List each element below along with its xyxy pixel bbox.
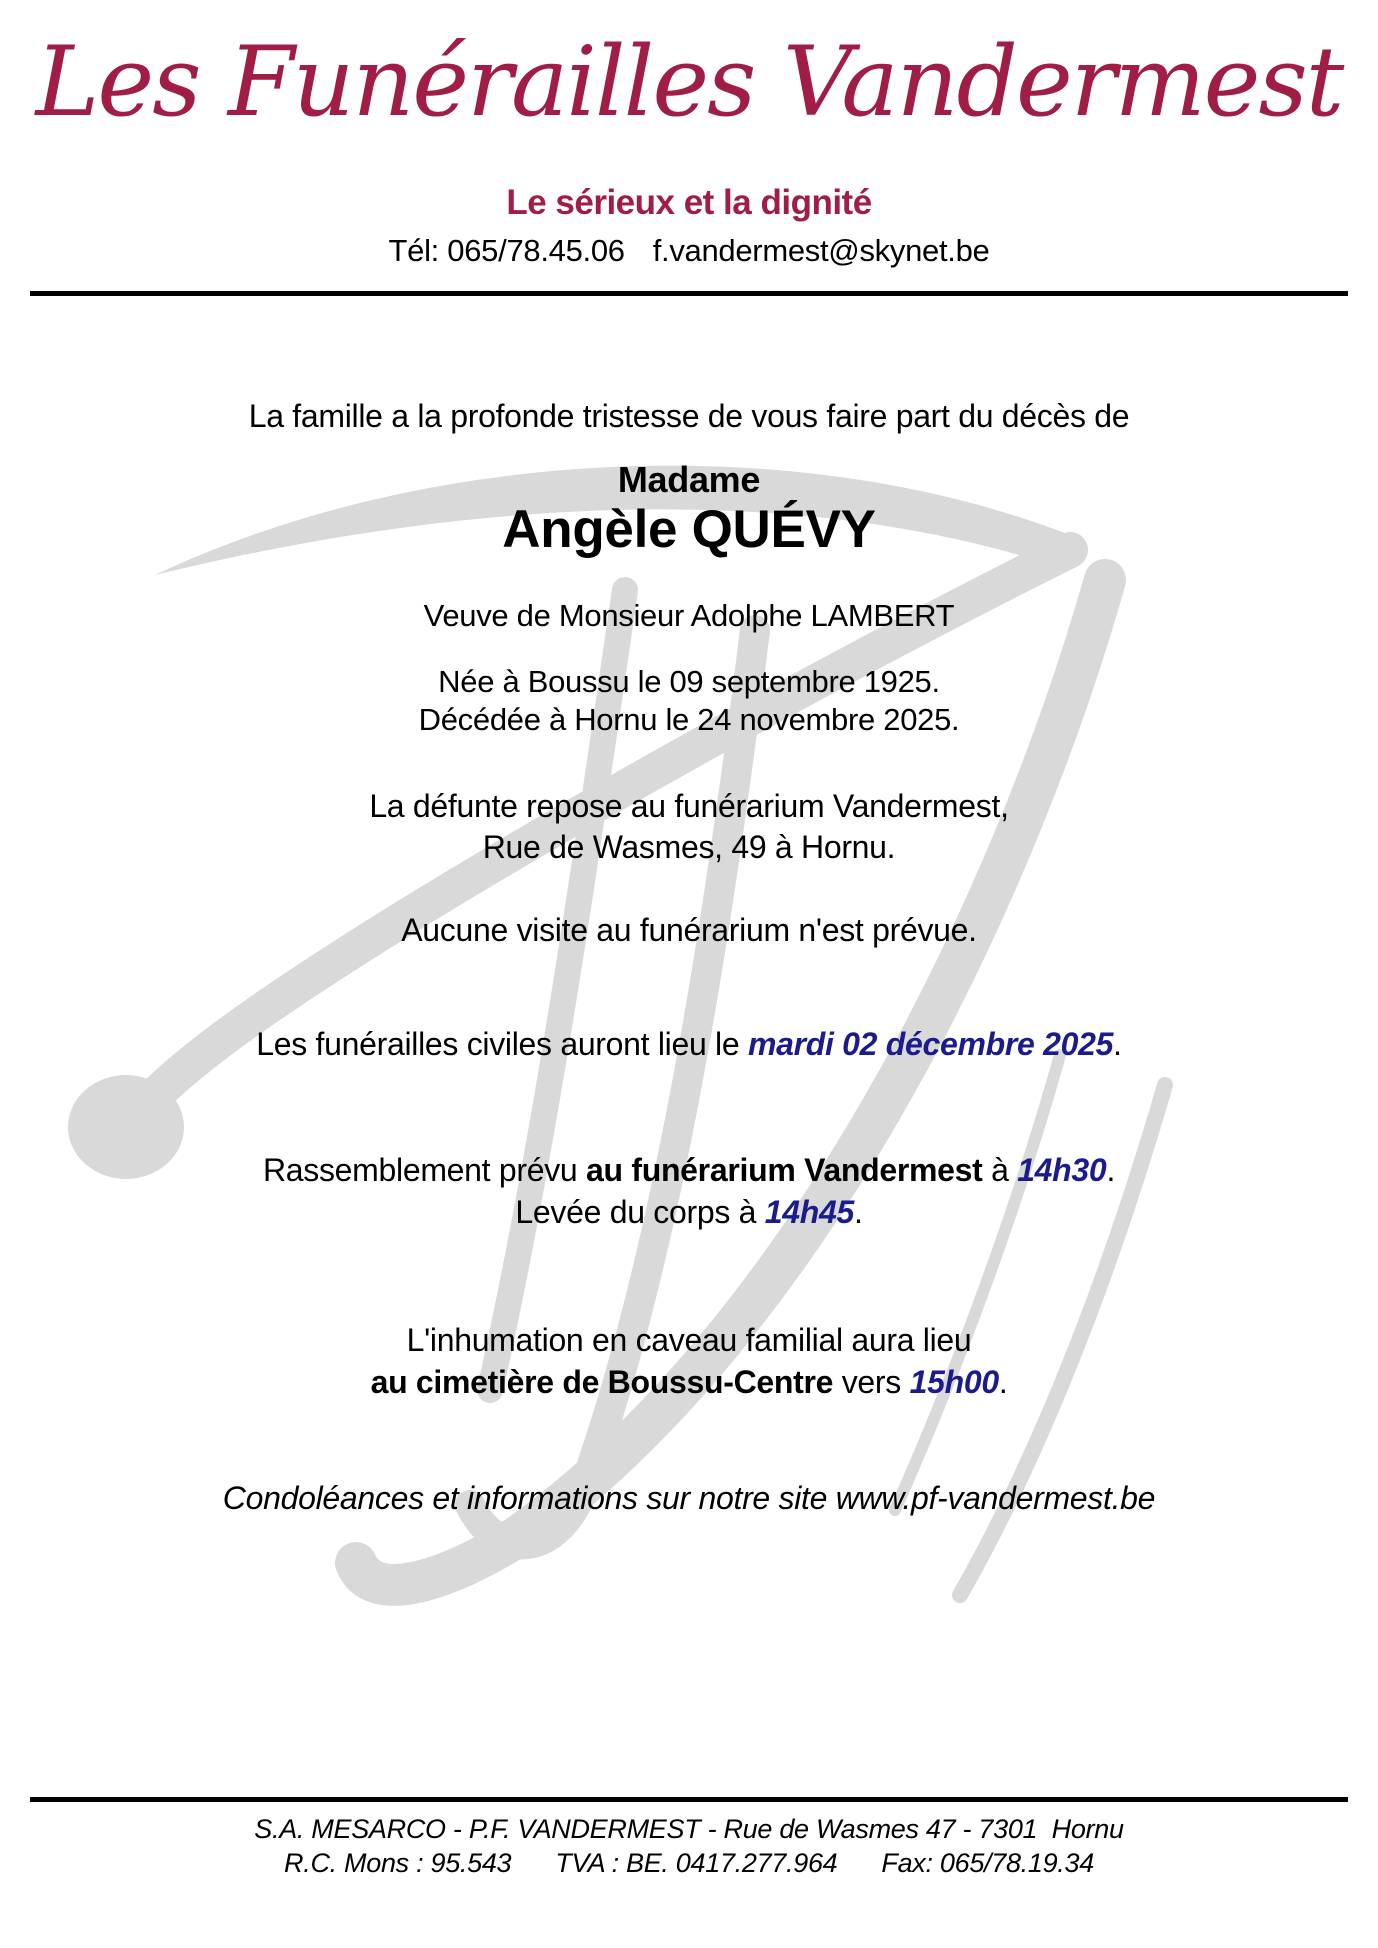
repose-line-2: Rue de Wasmes, 49 à Hornu.: [482, 829, 896, 865]
birth-line: Née à Boussu le 09 septembre 1925.: [438, 664, 940, 699]
civility-line: Madame: [617, 459, 761, 500]
funeral-date: mardi 02 décembre 2025: [747, 1026, 1114, 1062]
footer-fax: Fax: 065/78.19.34: [881, 1848, 1094, 1878]
footer-rc: R.C. Mons : 95.543: [284, 1848, 512, 1878]
brand-title: Les Funérailles Vandermest: [35, 26, 1343, 138]
inhumation-line-2: au cimetière de Boussu-Centre vers 15h00.: [370, 1364, 1008, 1400]
footer-divider: [30, 1797, 1348, 1802]
gathering-line: Rassemblement prévu au funérarium Vandermest à 14h30.: [262, 1152, 1116, 1188]
levee-line: Levée du corps à 14h45.: [515, 1194, 863, 1230]
gathering-place: au funérarium Vandermest: [586, 1152, 983, 1188]
death-line: Décédée à Hornu le 24 novembre 2025.: [418, 702, 960, 737]
levee-time: 14h45: [764, 1194, 854, 1230]
email-address: f.vandermest@skynet.be: [652, 233, 990, 268]
widow-line: Veuve de Monsieur Adolphe LAMBERT: [423, 598, 955, 633]
cemetery-place: au cimetière de Boussu-Centre: [370, 1364, 834, 1400]
brand-tagline: Le sérieux et la dignité: [506, 183, 872, 222]
footer-legal-line: [0, 1847, 1378, 1880]
no-visit-line: Aucune visite au funérarium n'est prévue.: [401, 912, 977, 948]
footer-company-line: S.A. MESARCO - P.F. VANDERMEST - Rue de Wasmes 47 - 7301 Hornu: [254, 1814, 1124, 1844]
phone-number: Tél: 065/78.45.06: [388, 233, 625, 268]
contact-line: [0, 233, 1378, 269]
funeral-line: Les funérailles civiles auront lieu le mardi 02 décembre 2025.: [256, 1026, 1122, 1062]
birth-death-block: [0, 663, 1378, 739]
inhumation-line-1: L'inhumation en caveau familial aura lieu: [406, 1322, 972, 1358]
condolences-line: Condoléances et informations sur notre site www.pf-vandermest.be: [222, 1480, 1156, 1516]
deceased-name: Angèle QUÉVY: [502, 500, 876, 559]
gathering-block: [0, 1149, 1378, 1233]
inhumation-time: 15h00: [909, 1364, 999, 1400]
footer-tva: TVA : BE. 0417.277.964: [555, 1848, 838, 1878]
header-divider: [30, 291, 1348, 296]
footer: [0, 1813, 1378, 1880]
intro-line: La famille a la profonde tristesse de vous faire part du décès de: [248, 398, 1130, 434]
repose-block: [0, 786, 1378, 868]
inhumation-block: [0, 1319, 1378, 1403]
gathering-time: 14h30: [1017, 1152, 1107, 1188]
repose-line-1: La défunte repose au funérarium Vandermest,: [369, 788, 1009, 824]
